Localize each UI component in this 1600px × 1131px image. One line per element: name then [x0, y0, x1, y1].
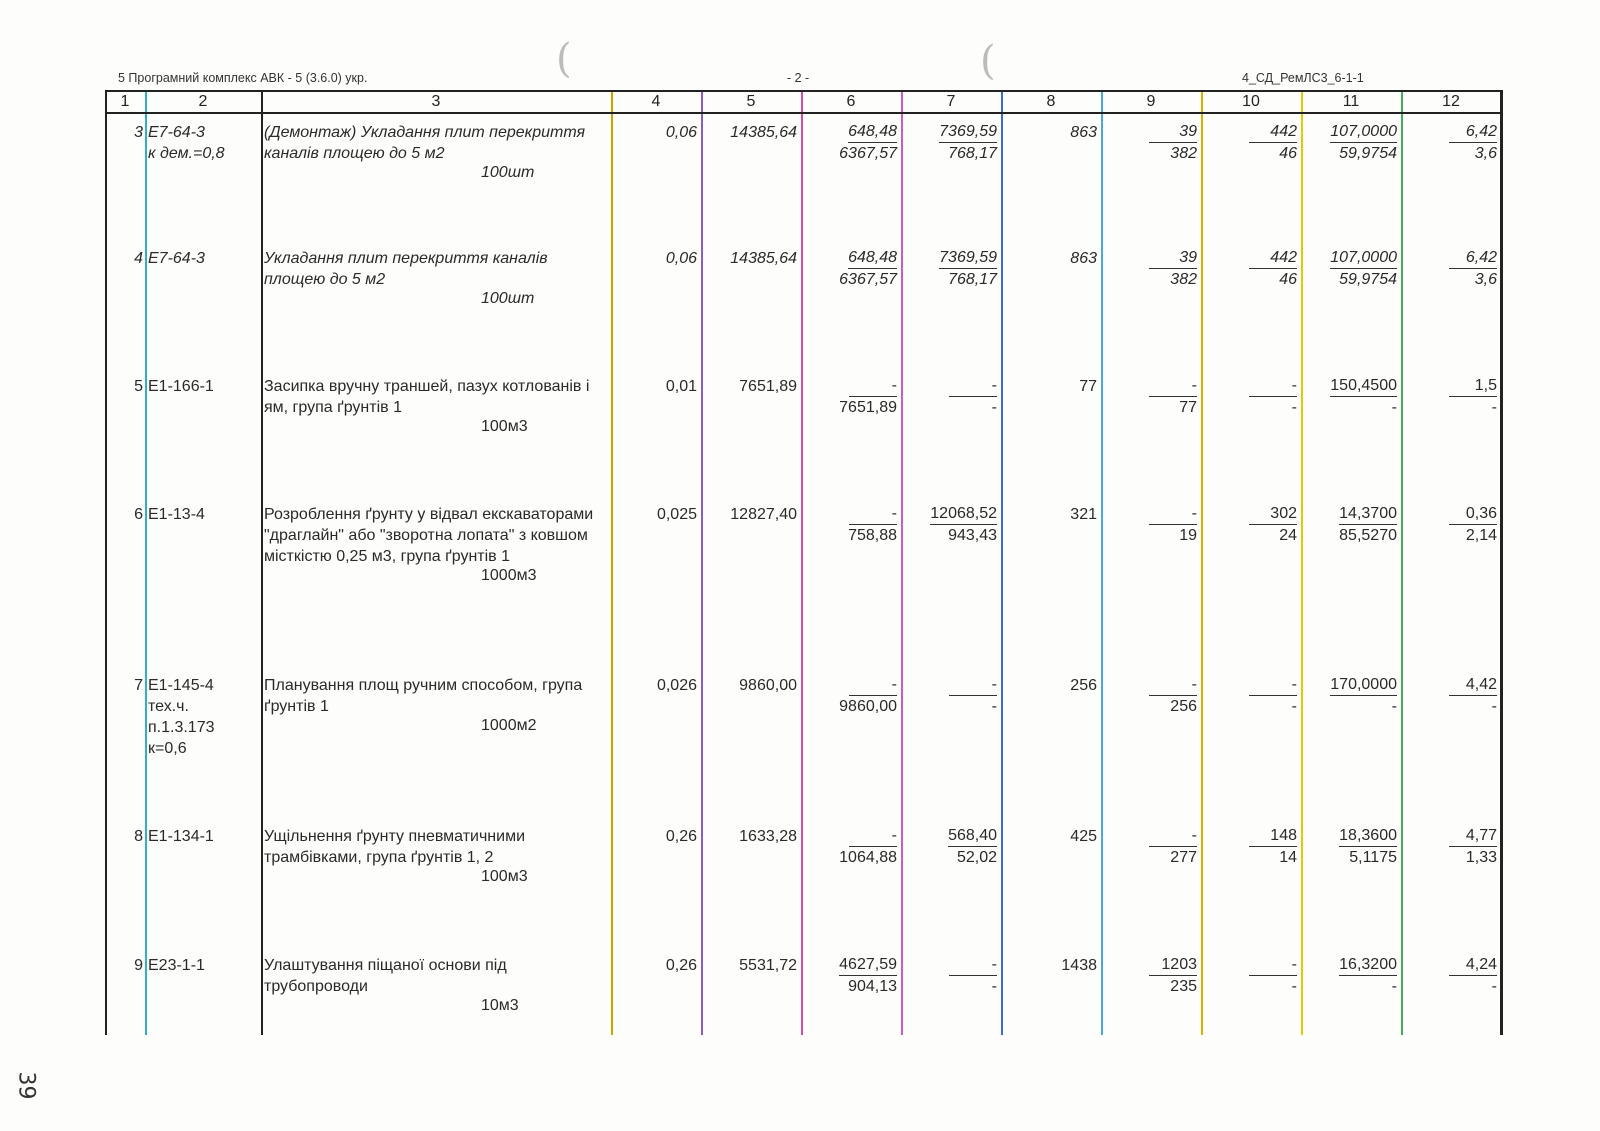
- estimate-table: [105, 90, 1502, 1035]
- fraction-bottom: 2,14: [1465, 527, 1497, 544]
- fraction-bottom: 5,1175: [1349, 849, 1397, 866]
- unit-cost: 1633,28: [739, 828, 797, 845]
- column-number: 11: [1342, 93, 1360, 110]
- column-divider: [105, 90, 107, 1035]
- resource-code: Е1-145-4 тех.ч. п.1.3.173 к=0,6: [148, 677, 215, 757]
- column-number: 10: [1242, 93, 1260, 110]
- quantity: 0,01: [665, 378, 697, 395]
- fraction-bottom: -: [991, 698, 997, 715]
- row-number: 5: [134, 378, 143, 395]
- fraction-top: -: [1249, 955, 1297, 976]
- row-divider: [105, 112, 1502, 114]
- fraction-top: 302: [1249, 504, 1297, 525]
- fraction-top: 648,48: [848, 122, 897, 143]
- fraction-top: 107,0000: [1330, 122, 1397, 143]
- fraction-cell-c12: [1405, 826, 1497, 868]
- unit-cost: 7651,89: [739, 378, 797, 395]
- fraction-top: 4,24: [1449, 955, 1497, 976]
- total-cost: 256: [1070, 677, 1097, 694]
- resource-code: Е23-1-1: [148, 957, 205, 974]
- fraction-cell-c12: [1405, 122, 1497, 164]
- fraction-top: 150,4500: [1330, 376, 1397, 397]
- fraction-top: 7369,59: [939, 248, 997, 269]
- fraction-bottom: 904,13: [848, 978, 897, 995]
- fraction-cell-c11: [1305, 955, 1397, 997]
- header-program: 5 Програмний комплекс АВК - 5 (3.6.0) укр.: [118, 71, 368, 85]
- fraction-bottom: 85,5270: [1339, 527, 1397, 544]
- total-cost: 425: [1070, 828, 1097, 845]
- unit-cost: 14385,64: [730, 124, 797, 141]
- column-divider: [1101, 90, 1103, 1035]
- fraction-cell-c7: [905, 122, 997, 164]
- fraction-bottom: -: [1291, 399, 1297, 416]
- fraction-cell-c9: [1105, 122, 1197, 164]
- fraction-top: 16,3200: [1339, 955, 1397, 976]
- fraction-top: 7369,59: [939, 122, 997, 143]
- fraction-cell-c12: [1405, 504, 1497, 546]
- fraction-cell-c9: [1105, 248, 1197, 290]
- fraction-cell-c7: [905, 826, 997, 868]
- resource-code: Е7-64-3: [148, 250, 205, 267]
- fraction-top: 4627,59: [839, 955, 897, 976]
- fraction-top: 442: [1249, 248, 1297, 269]
- row-number: 6: [134, 506, 143, 523]
- fraction-top: 39: [1149, 122, 1197, 143]
- row-number: 3: [134, 124, 143, 141]
- fraction-top: 1,5: [1449, 376, 1497, 397]
- fraction-cell-c9: [1105, 376, 1197, 418]
- quantity: 0,025: [656, 506, 697, 523]
- fraction-bottom: 256: [1170, 698, 1197, 715]
- quantity: 0,06: [665, 124, 697, 141]
- column-number: 4: [651, 93, 661, 110]
- fraction-bottom: 1,33: [1465, 849, 1497, 866]
- fraction-cell-c10: [1205, 955, 1297, 997]
- fraction-cell-c7: [905, 675, 997, 717]
- measure-unit: 10м3: [481, 997, 519, 1014]
- fraction-top: -: [1149, 826, 1197, 847]
- column-divider: [801, 90, 803, 1035]
- work-name: (Демонтаж) Укладання плит перекриття каналів площею до 5 м2: [264, 124, 586, 162]
- row-divider: [105, 90, 1502, 92]
- fraction-bottom: 1064,88: [839, 849, 897, 866]
- fraction-top: -: [1149, 675, 1197, 696]
- fraction-bottom: 768,17: [948, 145, 997, 162]
- fraction-cell-c11: [1305, 248, 1397, 290]
- work-name: Укладання плит перекриття каналів площею до 5 м2: [264, 250, 548, 288]
- fraction-cell-c9: [1105, 955, 1197, 997]
- fraction-top: -: [849, 675, 897, 696]
- quantity: 0,026: [656, 677, 697, 694]
- fraction-top: 39: [1149, 248, 1197, 269]
- column-divider: [1201, 90, 1203, 1035]
- unit-cost: 9860,00: [739, 677, 797, 694]
- fraction-top: 0,36: [1449, 504, 1497, 525]
- measure-unit: 100шт: [481, 290, 535, 307]
- work-name: Планування площ ручним способом, група ґрунтів 1: [264, 677, 583, 715]
- fraction-cell-c7: [905, 504, 997, 546]
- fraction-cell-c10: [1205, 376, 1297, 418]
- fraction-bottom: -: [1491, 978, 1497, 995]
- measure-unit: 1000м2: [481, 717, 537, 734]
- unit-cost: 12827,40: [730, 506, 797, 523]
- fraction-bottom: -: [1391, 399, 1397, 416]
- fraction-cell-c10: [1205, 248, 1297, 290]
- fraction-top: 170,0000: [1330, 675, 1397, 696]
- fraction-bottom: 943,43: [948, 527, 997, 544]
- fraction-top: 442: [1249, 122, 1297, 143]
- fraction-bottom: 46: [1279, 145, 1297, 162]
- column-divider: [1301, 90, 1303, 1035]
- quantity: 0,26: [665, 957, 697, 974]
- row-number: 8: [134, 828, 143, 845]
- column-number: 8: [1046, 93, 1056, 110]
- measure-unit: 100шт: [481, 164, 535, 181]
- fraction-cell-c12: [1405, 675, 1497, 717]
- column-number: 12: [1442, 93, 1460, 110]
- fraction-top: -: [1249, 376, 1297, 397]
- fraction-bottom: 46: [1279, 271, 1297, 288]
- column-number: 1: [120, 93, 130, 110]
- fraction-bottom: 382: [1170, 145, 1197, 162]
- fraction-cell-c12: [1405, 955, 1497, 997]
- fraction-cell-c9: [1105, 504, 1197, 546]
- fraction-cell-c11: [1305, 826, 1397, 868]
- fraction-bottom: 3,6: [1474, 145, 1497, 162]
- column-divider: [261, 90, 263, 1035]
- fraction-bottom: 59,9754: [1339, 145, 1397, 162]
- measure-unit: 100м3: [481, 868, 528, 885]
- fraction-cell-c7: [905, 955, 997, 997]
- resource-code: Е1-134-1: [148, 828, 214, 845]
- fraction-cell-c10: [1205, 504, 1297, 546]
- row-number: 7: [134, 677, 143, 694]
- work-name: Ущільнення ґрунту пневматичними трамбівками, група ґрунтів 1, 2: [264, 828, 526, 866]
- fraction-bottom: 768,17: [948, 271, 997, 288]
- fraction-cell-c6: [805, 675, 897, 717]
- unit-cost: 5531,72: [739, 957, 797, 974]
- fraction-bottom: 52,02: [956, 849, 997, 866]
- measure-unit: 100м3: [481, 418, 528, 435]
- fraction-cell-c6: [805, 955, 897, 997]
- fraction-top: 107,0000: [1330, 248, 1397, 269]
- column-number: 7: [946, 93, 956, 110]
- column-number: 2: [198, 93, 208, 110]
- fraction-cell-c12: [1405, 376, 1497, 418]
- fraction-cell-c11: [1305, 675, 1397, 717]
- measure-unit: 1000м3: [481, 567, 537, 584]
- fraction-bottom: 3,6: [1474, 271, 1497, 288]
- fraction-top: 648,48: [848, 248, 897, 269]
- fraction-top: -: [949, 376, 997, 397]
- fraction-top: 18,3600: [1339, 826, 1397, 847]
- column-number: 3: [431, 93, 441, 110]
- fraction-top: -: [1149, 504, 1197, 525]
- fraction-top: -: [1249, 675, 1297, 696]
- unit-cost: 14385,64: [730, 250, 797, 267]
- fraction-bottom: 382: [1170, 271, 1197, 288]
- fraction-cell-c6: [805, 504, 897, 546]
- column-divider: [1401, 90, 1403, 1035]
- fraction-cell-c11: [1305, 504, 1397, 546]
- fraction-top: -: [849, 504, 897, 525]
- fraction-bottom: -: [1391, 978, 1397, 995]
- quantity: 0,06: [665, 250, 697, 267]
- fraction-cell-c7: [905, 248, 997, 290]
- fraction-cell-c6: [805, 826, 897, 868]
- fraction-top: 6,42: [1449, 122, 1497, 143]
- row-number: 9: [134, 957, 143, 974]
- total-cost: 863: [1070, 250, 1097, 267]
- fraction-bottom: 59,9754: [1339, 271, 1397, 288]
- total-cost: 1438: [1061, 957, 1097, 974]
- header-page: - 2 -: [787, 71, 810, 85]
- fraction-top: 4,42: [1449, 675, 1497, 696]
- fraction-bottom: 77: [1179, 399, 1197, 416]
- fraction-top: -: [949, 675, 997, 696]
- scan-mark: (: [556, 36, 572, 82]
- fraction-bottom: -: [991, 399, 997, 416]
- fraction-cell-c12: [1405, 248, 1497, 290]
- margin-page-number: 39: [13, 1071, 39, 1100]
- fraction-bottom: 7651,89: [839, 399, 897, 416]
- work-name: Розроблення ґрунту у відвал екскаваторами "драглайн" або "зворотна лопата" з ковшом місткістю 0,25 м3, група ґрунтів 1: [264, 506, 594, 565]
- fraction-bottom: -: [1491, 698, 1497, 715]
- fraction-bottom: 277: [1170, 849, 1197, 866]
- fraction-bottom: -: [1491, 399, 1497, 416]
- fraction-top: -: [849, 376, 897, 397]
- fraction-top: 1203: [1149, 955, 1197, 976]
- fraction-top: 4,77: [1449, 826, 1497, 847]
- fraction-bottom: 6367,57: [839, 145, 897, 162]
- fraction-bottom: -: [1291, 698, 1297, 715]
- resource-code: Е1-166-1: [148, 378, 214, 395]
- fraction-cell-c6: [805, 248, 897, 290]
- column-divider: [145, 90, 147, 1035]
- fraction-bottom: 9860,00: [839, 698, 897, 715]
- fraction-top: 568,40: [948, 826, 997, 847]
- fraction-cell-c9: [1105, 675, 1197, 717]
- fraction-bottom: -: [991, 978, 997, 995]
- total-cost: 321: [1070, 506, 1097, 523]
- fraction-top: 14,3700: [1339, 504, 1397, 525]
- total-cost: 77: [1079, 378, 1097, 395]
- column-divider: [1001, 90, 1003, 1035]
- column-divider: [1500, 90, 1502, 1035]
- header-doc-code: 4_СД_РемЛС3_6-1-1: [1242, 71, 1364, 85]
- fraction-bottom: 758,88: [848, 527, 897, 544]
- column-number: 9: [1146, 93, 1156, 110]
- scan-mark: (: [980, 38, 996, 84]
- fraction-cell-c10: [1205, 826, 1297, 868]
- fraction-top: -: [1149, 376, 1197, 397]
- fraction-cell-c6: [805, 122, 897, 164]
- fraction-bottom: 14: [1279, 849, 1297, 866]
- row-number: 4: [134, 250, 143, 267]
- column-number: 6: [846, 93, 856, 110]
- fraction-bottom: 235: [1170, 978, 1197, 995]
- column-divider: [901, 90, 903, 1035]
- fraction-cell-c9: [1105, 826, 1197, 868]
- fraction-cell-c6: [805, 376, 897, 418]
- work-name: Засипка вручну траншей, пазух котлованів і ям, група ґрунтів 1: [264, 378, 590, 416]
- fraction-top: 12068,52: [930, 504, 997, 525]
- work-name: Улаштування піщаної основи під трубопроводи: [264, 957, 507, 995]
- fraction-cell-c10: [1205, 675, 1297, 717]
- fraction-top: 148: [1249, 826, 1297, 847]
- fraction-bottom: 19: [1179, 527, 1197, 544]
- column-divider: [611, 90, 613, 1035]
- fraction-top: -: [949, 955, 997, 976]
- fraction-top: -: [849, 826, 897, 847]
- column-divider: [701, 90, 703, 1035]
- fraction-top: 6,42: [1449, 248, 1497, 269]
- column-number: 5: [746, 93, 756, 110]
- resource-code: Е7-64-3 к дем.=0,8: [148, 124, 225, 162]
- fraction-cell-c11: [1305, 122, 1397, 164]
- total-cost: 863: [1070, 124, 1097, 141]
- fraction-bottom: 6367,57: [839, 271, 897, 288]
- fraction-cell-c11: [1305, 376, 1397, 418]
- resource-code: Е1-13-4: [148, 506, 205, 523]
- fraction-bottom: -: [1291, 978, 1297, 995]
- quantity: 0,26: [665, 828, 697, 845]
- fraction-cell-c10: [1205, 122, 1297, 164]
- fraction-bottom: -: [1391, 698, 1397, 715]
- fraction-bottom: 24: [1279, 527, 1297, 544]
- fraction-cell-c7: [905, 376, 997, 418]
